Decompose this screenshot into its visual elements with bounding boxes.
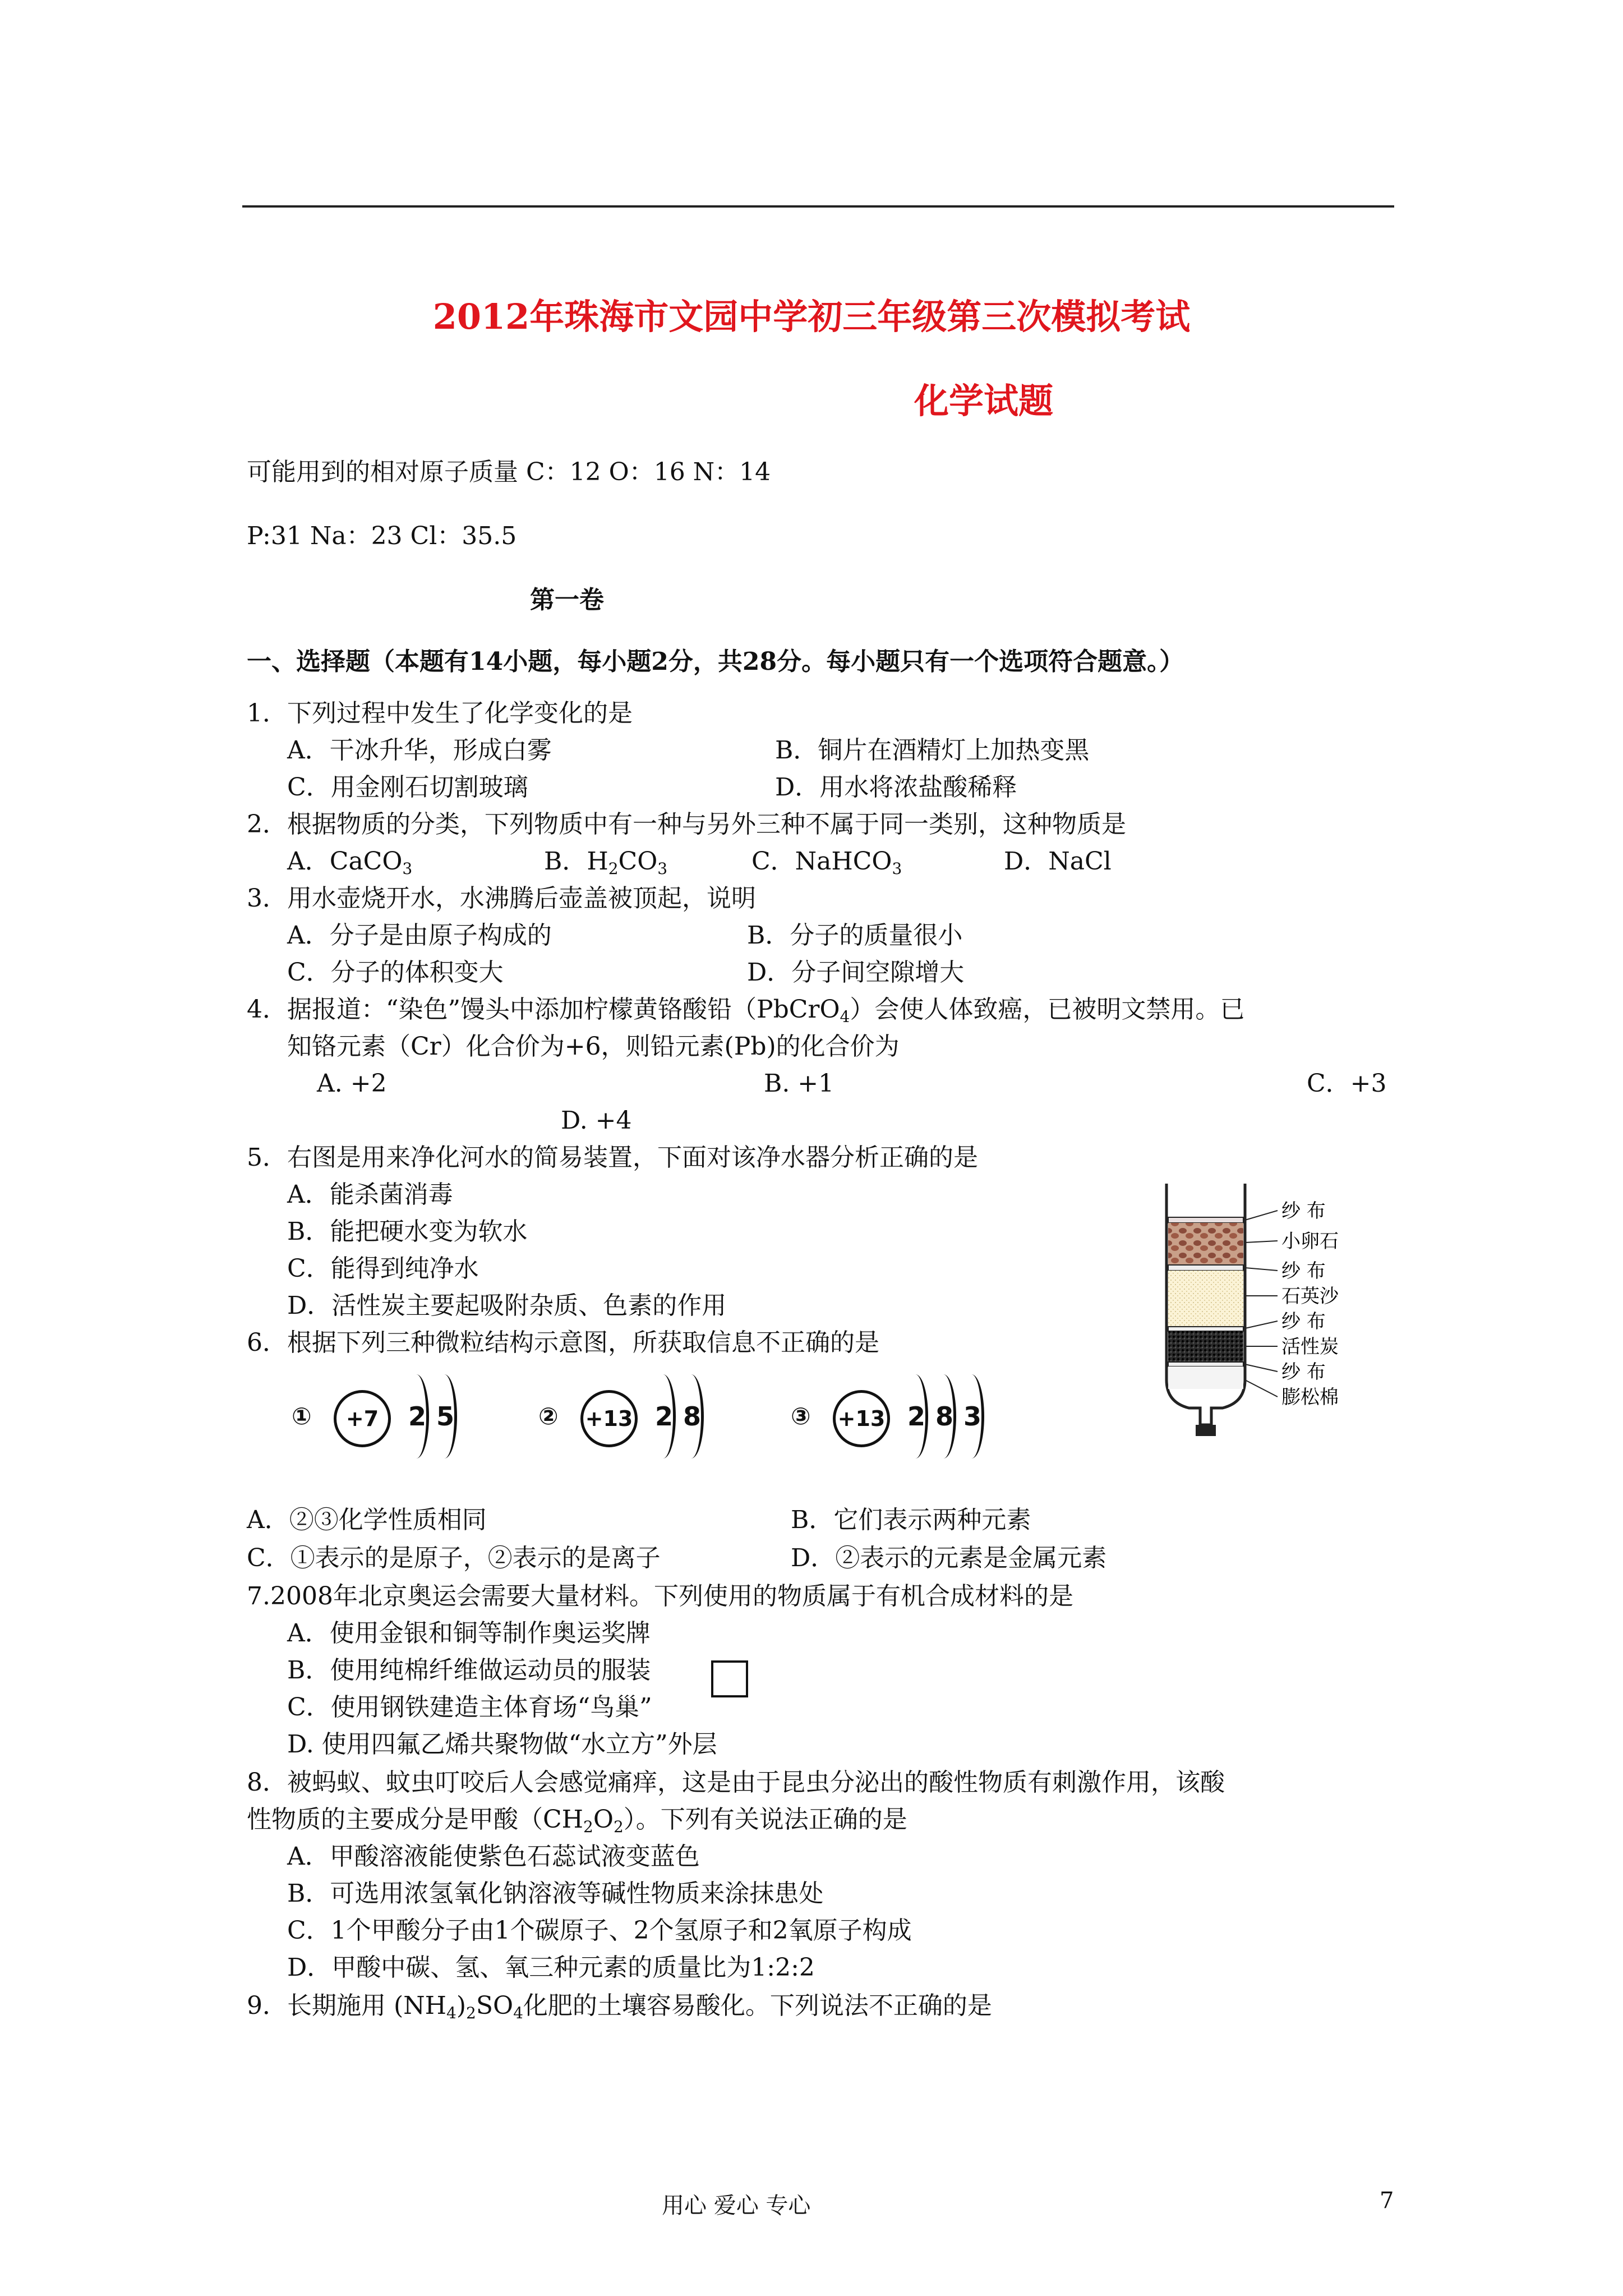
q3-option-c: C．分子的体积变大: [287, 958, 504, 987]
q7-option-d: D. 使用四氟乙烯共聚物做“水立方”外层: [287, 1730, 717, 1759]
water-filter-diagram: [1150, 1178, 1385, 1442]
q8-option-d: D．甲酸中碳、氢、氧三种元素的质量比为1:2:2: [287, 1953, 815, 1982]
q8-stem-line1: 8．被蚂蚁、蚊虫叮咬后人会感觉痛痒，这是由于昆虫分泌出的酸性物质有刺激作用，该酸: [247, 1768, 1225, 1797]
atom-1-shell-2: 5: [436, 1401, 455, 1432]
filter-label-6: 纱 布: [1281, 1361, 1326, 1383]
atom-structure-diagrams: [292, 1352, 1077, 1481]
page-number: 7: [1380, 2188, 1394, 2214]
volume-heading: 第一卷: [530, 586, 604, 614]
q8-option-a: A．甲酸溶液能使紫色石蕊试液变蓝色: [287, 1842, 700, 1871]
atom-3-shell-1: 2: [907, 1401, 926, 1432]
q6-option-d: D．②表示的元素是金属元素: [791, 1544, 1107, 1572]
q4-stem-line2: 知铬元素（Cr）化合价为+6，则铅元素(Pb)的化合价为: [287, 1032, 900, 1061]
q4-option-c: C．+3: [1307, 1069, 1387, 1098]
q7-option-c: C．使用钢铁建造主体育场“鸟巢”: [287, 1693, 652, 1722]
filter-label-4: 纱 布: [1281, 1310, 1326, 1333]
q9-stem: 9．长期施用 $(NH_4)_2SO_4$化肥的土壤容易酸化。下列说法不正确的是: [247, 1991, 992, 2022]
atom-3-shell-3: 3: [963, 1401, 982, 1432]
atom-1-shell-1: 2: [408, 1401, 427, 1432]
q5-option-d: D．活性炭主要起吸附杂质、色素的作用: [287, 1291, 727, 1320]
header-rule: [242, 205, 1394, 208]
q4-option-d: D. +4: [561, 1106, 632, 1135]
filter-label-7: 膨松棉: [1281, 1386, 1339, 1409]
atom-1-tag: ①: [292, 1402, 312, 1430]
q1-option-c: C．用金刚石切割玻璃: [287, 773, 528, 802]
q4-option-b: B. +1: [764, 1069, 834, 1098]
q1-option-a: A．干冰升华，形成白雾: [287, 736, 552, 765]
q5-option-b: B．能把硬水变为软水: [287, 1217, 528, 1246]
q6-option-b: B．它们表示两种元素: [791, 1506, 1031, 1534]
q4-option-a: A. +2: [317, 1069, 387, 1098]
filter-label-0: 纱 布: [1281, 1200, 1326, 1222]
q1-option-b: B．铜片在酒精灯上加热变黑: [775, 736, 1090, 765]
filter-label-5: 活性炭: [1281, 1336, 1339, 1358]
q3-option-b: B．分子的质量很小: [747, 921, 963, 950]
atom-3-shell-2: 8: [935, 1401, 954, 1432]
q6-option-c: C．①表示的是原子，②表示的是离子: [247, 1544, 661, 1572]
q2-stem: 2．根据物质的分类，下列物质中有一种与另外三种不属于同一类别，这种物质是: [247, 810, 1126, 839]
q3-option-a: A．分子是由原子构成的: [287, 921, 552, 950]
q2-option-d: D．NaCl: [1004, 847, 1112, 876]
q6-stem: 6．根据下列三种微粒结构示意图，所获取信息不正确的是: [247, 1328, 879, 1357]
atom-3-nucleus: +13: [833, 1390, 890, 1447]
q6-option-a: A．②③化学性质相同: [247, 1506, 487, 1534]
q5-option-c: C．能得到纯净水: [287, 1254, 479, 1283]
empty-box: [711, 1660, 748, 1697]
q3-option-d: D．分子间空隙增大: [747, 958, 965, 987]
atom-2-shell-1: 2: [655, 1401, 674, 1432]
q4-stem-line1: 4．据报道：“染色”馒头中添加柠檬黄铬酸铅（PbCrO$_4$）会使人体致癌，已被明文禁用。已: [247, 995, 1245, 1026]
section-heading: 一、选择题（本题有14小题，每小题2分，共28分。每小题只有一个选项符合题意。）: [247, 647, 1184, 676]
atom-1-nucleus: +7: [334, 1390, 391, 1447]
q2-option-b: B．$H_2CO_3$: [544, 847, 668, 878]
filter-label-3: 石英沙: [1281, 1285, 1339, 1308]
footer-motto: 用心 爱心 专心: [662, 2193, 811, 2219]
atomic-masses-line1: 可能用到的相对原子质量 C：12 O：16 N：14: [247, 458, 771, 486]
q8-option-c: C．1个甲酸分子由1个碳原子、2个氢原子和2氧原子构成: [287, 1916, 912, 1945]
q2-option-c: C．NaHCO$_3$: [751, 847, 902, 878]
q2-option-a: A．CaCO$_3$: [287, 847, 413, 878]
q1-stem: 1．下列过程中发生了化学变化的是: [247, 699, 633, 728]
atom-2-tag: ②: [538, 1402, 559, 1430]
page-title: 2012年珠海市文园中学初三年级第三次模拟考试: [432, 296, 1191, 337]
atomic-masses-line2: P:31 Na：23 Cl：35.5: [247, 522, 517, 550]
q7-stem: 7.2008年北京奥运会需要大量材料。下列使用的物质属于有机合成材料的是: [247, 1582, 1073, 1611]
q8-stem-line2: 性物质的主要成分是甲酸$(CH_2O_2)$。下列有关说法正确的是: [247, 1805, 907, 1836]
q5-option-a: A．能杀菌消毒: [287, 1180, 453, 1209]
filter-label-1: 小卵石: [1281, 1230, 1339, 1253]
q7-option-a: A．使用金银和铜等制作奥运奖牌: [287, 1619, 651, 1648]
q8-option-b: B．可选用浓氢氧化钠溶液等碱性物质来涂抹患处: [287, 1879, 824, 1908]
q3-stem: 3．用水壶烧开水，水沸腾后壶盖被顶起，说明: [247, 884, 756, 913]
atom-2-nucleus: +13: [580, 1390, 638, 1447]
q5-stem: 5．右图是用来净化河水的简易装置，下面对该净水器分析正确的是: [247, 1143, 978, 1172]
atom-2-shell-2: 8: [683, 1401, 702, 1432]
atom-3-tag: ③: [791, 1402, 811, 1430]
page-subtitle: 化学试题: [914, 380, 1054, 421]
q7-option-b: B．使用纯棉纤维做运动员的服装: [287, 1656, 651, 1685]
filter-label-2: 纱 布: [1281, 1260, 1326, 1282]
q1-option-d: D．用水将浓盐酸稀释: [775, 773, 1017, 802]
